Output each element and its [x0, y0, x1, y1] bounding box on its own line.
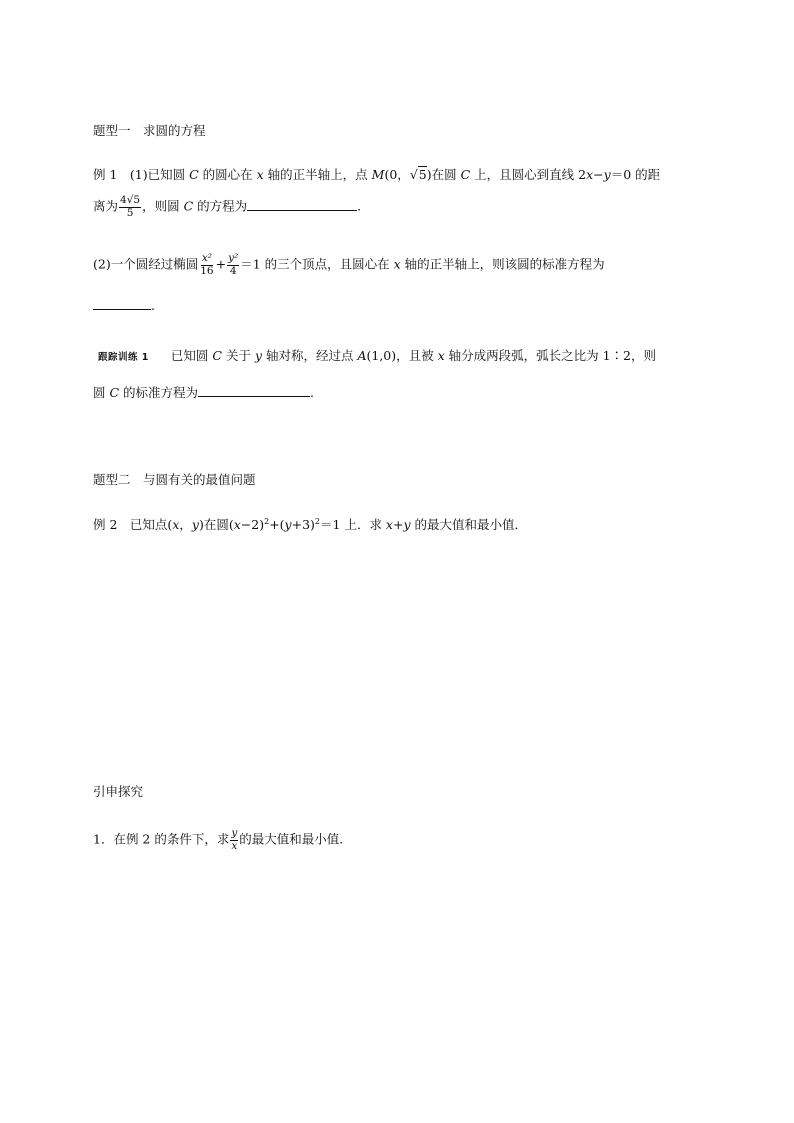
- text-practice1-line2-end: .: [310, 385, 315, 400]
- text-example1-C: C: [189, 167, 199, 182]
- text-example2-c: )在圆(: [198, 517, 234, 532]
- text-example1-x: x: [172, 517, 180, 532]
- text-example2-sq: 2: [264, 517, 270, 526]
- text-example1-C: C: [183, 198, 194, 214]
- text-example1-x: x: [233, 517, 241, 532]
- text-example1-ell-den1: 16: [200, 264, 214, 277]
- text-example1-C: C: [109, 385, 120, 400]
- text-example1-y: y: [403, 517, 411, 532]
- text-example1-x: x: [437, 348, 445, 363]
- text-extension-q1-den: x: [231, 839, 238, 852]
- text-example2-sq: 2: [314, 517, 321, 526]
- text-example1-y: y: [284, 517, 292, 532]
- text-practice1-line1-b: 关于: [221, 348, 255, 363]
- text-example1-part1-line1-a: 例 1 (1)已知圆: [93, 167, 190, 182]
- text-example2-g: ＝1 上．求: [320, 517, 386, 532]
- text-section1-heading: 题型一 求圆的方程: [93, 123, 206, 138]
- text-extension-q1-num: y: [231, 827, 238, 839]
- text-example1-frac-num: 4√5: [120, 194, 141, 206]
- section-heading-2: [93, 470, 256, 488]
- text-example1-sqrt5: 5: [418, 167, 427, 182]
- text-example1-y: y: [254, 348, 262, 363]
- text-example1-part2-end: .: [151, 298, 155, 313]
- text-section2-heading: 题型二 与圆有关的最值问题: [93, 472, 256, 487]
- text-practice1-line2-a: 圆: [93, 385, 110, 400]
- text-example2-a: 例 2 已知点(: [93, 517, 173, 532]
- text-example1-plus: +: [215, 256, 227, 272]
- example1-part2-line2: [93, 297, 155, 313]
- text-practice1-line1-d: (1,0)，且被: [366, 348, 438, 363]
- text-practice1-line1-a: 已知圆: [170, 348, 213, 363]
- example2-text: [93, 515, 527, 533]
- answer-blank-2[interactable]: [93, 297, 151, 310]
- text-extension-heading: 引申探究: [93, 784, 144, 799]
- text-example1-x: x: [586, 167, 594, 182]
- text-example1-ell-den2: 4: [229, 264, 237, 277]
- text-example1-part1-line1-e: )在圆: [426, 167, 461, 182]
- text-example1-ell-num1: x²: [201, 252, 212, 264]
- text-extension-q1-b: 的最大值和最小值.: [239, 831, 344, 847]
- text-example1-ell-num2: y²: [228, 252, 239, 264]
- text-example1-part1-line1-h: ＝0 的距: [610, 167, 661, 182]
- text-example1-part1-line1-c: 轴的正半轴上，点: [263, 167, 372, 182]
- text-practice1-A: A: [357, 348, 367, 363]
- text-example2-h: +: [392, 517, 404, 532]
- text-example1-part1-line1-g: −: [593, 167, 604, 182]
- practice-badge: 跟踪训练 1: [98, 352, 149, 363]
- extension-question-1: [93, 828, 343, 852]
- text-example1-x: x: [256, 167, 264, 182]
- text-example1-x: x: [393, 256, 401, 272]
- text-extension-q1-a: 1．在例 2 的条件下，求: [93, 831, 230, 847]
- text-example1-C: C: [212, 348, 222, 363]
- text-example1-part1-line2-c: 的方程为: [193, 198, 248, 214]
- example1-part1-line2: [93, 195, 361, 219]
- text-example1-y: y: [191, 517, 199, 532]
- example1-part1-line1: [93, 165, 660, 183]
- practice1-line2: [93, 383, 314, 401]
- text-example2-b: ，: [179, 517, 192, 532]
- text-practice1-line1-c: 轴对称，经过点: [262, 348, 358, 363]
- fraction: [199, 253, 214, 277]
- text-example1-part1-line1-d: (0，: [384, 167, 410, 182]
- text-practice1-line2-b: 的标准方程为: [119, 385, 199, 400]
- fraction-4sqrt5-over-5: [119, 195, 141, 219]
- fraction: [230, 828, 238, 852]
- answer-blank-3[interactable]: [198, 384, 310, 397]
- text-example1-part2-b: ＝1 的三个顶点，且圆心在: [240, 256, 394, 272]
- answer-blank-1[interactable]: [247, 198, 357, 211]
- text-example1-part2-c: 轴的正半轴上，则该圆的标准方程为: [400, 256, 605, 272]
- extension-heading: [93, 782, 143, 800]
- text-example2-d: −2): [240, 517, 265, 532]
- example1-part2-line1: [93, 253, 605, 277]
- text-example1-part1-line2-end: .: [357, 198, 362, 214]
- text-example1-M: M: [371, 167, 385, 182]
- text-example2-i: 的最大值和最小值．: [410, 517, 528, 532]
- text-example2-f: +3): [291, 517, 315, 532]
- text-example1-part1-line2-b: ，则圆: [142, 198, 184, 214]
- fraction: [227, 253, 239, 277]
- text-example1-C: C: [460, 167, 471, 182]
- text-example2-e: +(: [269, 517, 285, 532]
- math-symbol: √: [409, 167, 418, 182]
- text-example1-part1-line1-b: 的圆心在: [198, 167, 257, 182]
- text-example1-y: y: [603, 167, 611, 182]
- text-example1-part1-line1-f: 上，且圆心到直线 2: [470, 167, 587, 182]
- text-example1-part1-line2-a: 离为: [93, 198, 119, 214]
- practice1-line1: [98, 346, 656, 364]
- text-example1-part2-a: (2)一个圆经过椭圆: [93, 256, 199, 272]
- section-heading-1: [93, 121, 206, 139]
- text-practice1-line1-e: 轴分成两段弧，弧长之比为 1∶2，则: [444, 348, 657, 363]
- text-example1-frac-den: 5: [126, 206, 134, 219]
- text-example1-x: x: [385, 517, 393, 532]
